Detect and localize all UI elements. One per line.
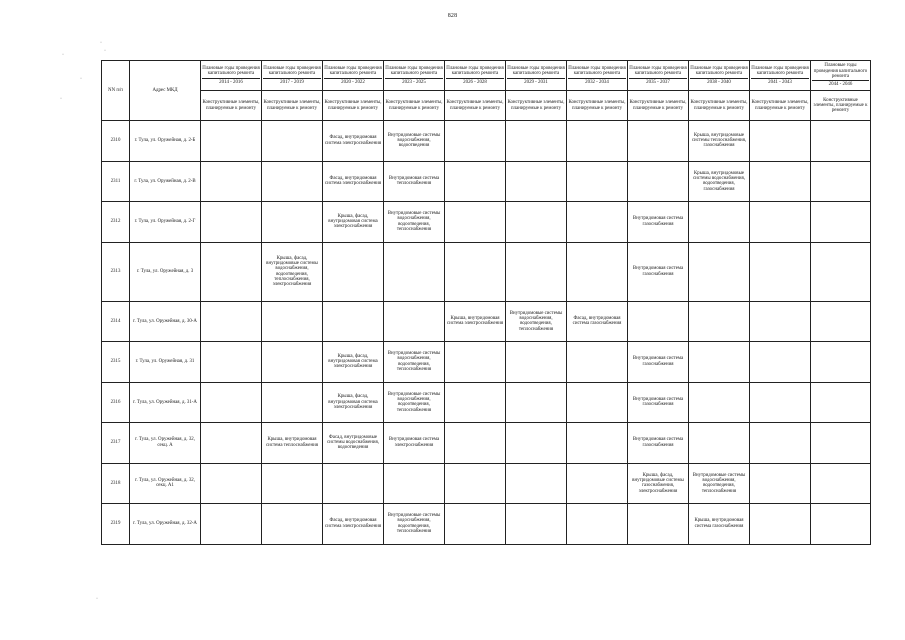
row-number: 2311 bbox=[102, 161, 130, 202]
repair-cell bbox=[445, 463, 506, 504]
period-header-5 bbox=[445, 61, 506, 91]
scan-speck: · bbox=[60, 96, 62, 102]
row-address: г. Тула, ул. Оружейная, д. 2-В bbox=[130, 161, 201, 202]
repair-cell bbox=[506, 242, 567, 301]
planned-years-label: Плановые годы проведения капитального ремонта bbox=[629, 66, 687, 77]
row-number: 2316 bbox=[102, 382, 130, 423]
period-range: 2017 - 2019 bbox=[263, 78, 321, 85]
period-header-3 bbox=[323, 61, 384, 91]
repair-cell: Фасад, внутридомовая система газоснабжения bbox=[567, 301, 628, 342]
elements-header-10: Конструктивные элементы, планируемые к ремонту bbox=[750, 91, 811, 121]
repair-cell: Внутридомовые системы водоснабжения, водоотведения, теплоснабжения bbox=[384, 504, 445, 545]
repair-cell: Крыша, внутридомовые системы водоснабжения, водоотведения, газоснабжения bbox=[689, 161, 750, 202]
repair-cell bbox=[567, 423, 628, 464]
repair-cell bbox=[811, 463, 871, 504]
planned-years-label: Плановые годы проведения капитального ремонта bbox=[324, 66, 382, 77]
period-range: 2044 - 2046 bbox=[812, 80, 869, 87]
repair-cell bbox=[384, 242, 445, 301]
repair-cell bbox=[262, 463, 323, 504]
col-num-header: NN п/п bbox=[102, 61, 130, 121]
planned-years-label: Плановые годы проведения капитального ремонта bbox=[690, 66, 748, 77]
repair-cell bbox=[811, 121, 871, 162]
row-number: 2312 bbox=[102, 202, 130, 243]
repair-cell bbox=[689, 202, 750, 243]
repair-cell bbox=[384, 301, 445, 342]
repair-cell bbox=[201, 202, 262, 243]
planned-years-label: Плановые годы проведения капитального ремонта bbox=[446, 66, 504, 77]
repair-cell bbox=[750, 382, 811, 423]
repair-cell bbox=[506, 504, 567, 545]
repair-cell bbox=[567, 463, 628, 504]
repair-cell: Внутридомовые системы водоснабжения, водоотведения, теплоснабжения bbox=[506, 301, 567, 342]
repair-cell: Внутридомовая система газоснабжения bbox=[628, 242, 689, 301]
planned-years-label: Плановые годы проведения капитального ремонта bbox=[568, 66, 626, 77]
repair-cell bbox=[262, 202, 323, 243]
planned-years-label: Плановые годы проведения капитального ремонта bbox=[813, 63, 868, 79]
scan-speck: · bbox=[100, 40, 102, 46]
repair-cell bbox=[811, 423, 871, 464]
repair-cell bbox=[201, 463, 262, 504]
period-range: 2023 - 2025 bbox=[385, 78, 443, 85]
repair-cell bbox=[689, 301, 750, 342]
repair-cell bbox=[750, 202, 811, 243]
table-row bbox=[102, 504, 871, 545]
period-range: 2020 - 2022 bbox=[324, 78, 382, 85]
repair-cell bbox=[506, 342, 567, 383]
period-range: 2032 - 2034 bbox=[568, 78, 626, 85]
repair-cell bbox=[384, 463, 445, 504]
repair-cell bbox=[811, 242, 871, 301]
repair-cell bbox=[811, 342, 871, 383]
repair-cell bbox=[323, 301, 384, 342]
repair-cell bbox=[201, 161, 262, 202]
repair-cell: Фасад, внутридомовые системы водоснабжения, водоотведения bbox=[323, 423, 384, 464]
period-header-8 bbox=[628, 61, 689, 91]
table-row bbox=[102, 301, 871, 342]
planned-years-label: Плановые годы проведения капитального ремонта bbox=[385, 66, 443, 77]
period-header-7 bbox=[567, 61, 628, 91]
scan-speck: · bbox=[62, 52, 64, 58]
repair-cell bbox=[506, 382, 567, 423]
repair-cell bbox=[201, 504, 262, 545]
row-number: 2314 bbox=[102, 301, 130, 342]
repair-cell bbox=[750, 504, 811, 545]
repair-cell bbox=[506, 161, 567, 202]
elements-header-7: Конструктивные элементы, планируемые к ремонту bbox=[567, 91, 628, 121]
repair-cell: Крыша, фасад, внутридомовая система электроснабжения bbox=[323, 382, 384, 423]
row-number: 2317 bbox=[102, 423, 130, 464]
repair-cell bbox=[445, 161, 506, 202]
repair-cell: Крыша, фасад, внутридомовая система электроснабжения bbox=[323, 202, 384, 243]
period-header-2 bbox=[262, 61, 323, 91]
repair-cell bbox=[689, 382, 750, 423]
repair-cell bbox=[750, 301, 811, 342]
repair-cell bbox=[811, 504, 871, 545]
period-header-9 bbox=[689, 61, 750, 91]
repair-cell bbox=[811, 202, 871, 243]
table-row bbox=[102, 463, 871, 504]
repair-cell bbox=[201, 121, 262, 162]
repair-cell: Фасад, внутридомовая система электроснабжения bbox=[323, 121, 384, 162]
repair-cell: Внутридомовая система электроснабжения bbox=[384, 423, 445, 464]
repair-cell bbox=[811, 382, 871, 423]
repair-cell bbox=[750, 342, 811, 383]
elements-header-2: Конструктивные элементы, планируемые к ремонту bbox=[262, 91, 323, 121]
repair-cell: Внутридомовые системы водоснабжения, водоотведения bbox=[384, 121, 445, 162]
row-address: г. Тула, ул. Оружейная, д. 30-А bbox=[130, 301, 201, 342]
row-number: 2310 bbox=[102, 121, 130, 162]
repair-cell bbox=[567, 202, 628, 243]
repair-cell: Внутридомовая система газоснабжения bbox=[628, 423, 689, 464]
repair-cell: Крыша, фасад, внутридомовые системы водоснабжения, водоотведения, теплоснабжения, электроснабжения bbox=[262, 242, 323, 301]
repair-cell bbox=[445, 504, 506, 545]
repair-cell bbox=[323, 463, 384, 504]
repair-cell bbox=[445, 121, 506, 162]
repair-cell bbox=[323, 242, 384, 301]
table-row bbox=[102, 242, 871, 301]
period-range: 2029 - 2031 bbox=[507, 78, 565, 85]
repair-cell bbox=[445, 202, 506, 243]
repair-cell bbox=[567, 504, 628, 545]
repair-cell bbox=[201, 301, 262, 342]
repair-cell: Внутридомовые системы водоснабжения, водоотведения, теплоснабжения bbox=[384, 202, 445, 243]
repair-cell bbox=[750, 121, 811, 162]
row-number: 2313 bbox=[102, 242, 130, 301]
period-range: 2014 - 2016 bbox=[202, 78, 260, 85]
repair-cell bbox=[262, 504, 323, 545]
repair-cell bbox=[506, 423, 567, 464]
row-address: г. Тула, ул. Оружейная, д. 2-Г bbox=[130, 202, 201, 243]
repair-cell bbox=[567, 342, 628, 383]
row-address: г. Тула, ул. Оружейная, д. 2-Б bbox=[130, 121, 201, 162]
repair-cell bbox=[445, 382, 506, 423]
repair-cell bbox=[445, 242, 506, 301]
table-row bbox=[102, 161, 871, 202]
period-header-4 bbox=[384, 61, 445, 91]
repair-cell bbox=[506, 202, 567, 243]
repair-cell: Внутридомовая система газоснабжения bbox=[628, 202, 689, 243]
row-number: 2315 bbox=[102, 342, 130, 383]
repair-cell bbox=[262, 161, 323, 202]
period-header-10 bbox=[750, 61, 811, 91]
planned-years-label: Плановые годы проведения капитального ремонта bbox=[202, 66, 260, 77]
repair-cell: Крыша, внутридомовая система теплоснабжения bbox=[262, 423, 323, 464]
repair-cell: Фасад, внутридомовая система электроснабжения bbox=[323, 504, 384, 545]
period-range: 2026 - 2028 bbox=[446, 78, 504, 85]
repair-cell bbox=[445, 423, 506, 464]
repair-cell bbox=[201, 242, 262, 301]
period-header-6 bbox=[506, 61, 567, 91]
repair-cell bbox=[750, 161, 811, 202]
planned-years-label: Плановые годы проведения капитального ремонта bbox=[751, 66, 809, 77]
repair-cell: Внутридомовая система газоснабжения bbox=[628, 382, 689, 423]
period-header-11 bbox=[811, 61, 871, 91]
repair-cell bbox=[628, 301, 689, 342]
repair-cell bbox=[689, 242, 750, 301]
repair-cell bbox=[567, 121, 628, 162]
repair-cell: Внутридомовая система теплоснабжения bbox=[384, 161, 445, 202]
scan-speck: · bbox=[96, 596, 98, 602]
repair-cell: Внутридомовые системы водоснабжения, водоотведения, теплоснабжения bbox=[689, 463, 750, 504]
planned-years-label: Плановые годы проведения капитального ремонта bbox=[507, 66, 565, 77]
repair-cell: Крыша, фасад, внутридомовая система электроснабжения bbox=[323, 342, 384, 383]
repair-cell bbox=[628, 121, 689, 162]
repair-cell bbox=[811, 301, 871, 342]
page-number: 828 bbox=[447, 13, 458, 19]
row-address: г. Тула, ул. Оружейная, д. 31-А bbox=[130, 382, 201, 423]
period-range: 2041 - 2043 bbox=[751, 78, 809, 85]
row-number: 2318 bbox=[102, 463, 130, 504]
repair-cell: Крыша, внутридомовые системы теплоснабжения, газоснабжения bbox=[689, 121, 750, 162]
repair-cell: Крыша, внутридомовая система газоснабжения bbox=[689, 504, 750, 545]
planned-years-label: Плановые годы проведения капитального ремонта bbox=[263, 66, 321, 77]
repair-cell bbox=[689, 423, 750, 464]
repair-cell bbox=[628, 504, 689, 545]
row-address: г. Тула, ул. Оружейная, д. 32, секц. А1 bbox=[130, 463, 201, 504]
elements-header-1: Конструктивные элементы, планируемые к ремонту bbox=[201, 91, 262, 121]
repair-cell bbox=[262, 382, 323, 423]
repair-cell: Крыша, фасад, внутридомовые системы газоснабжения, электроснабжения bbox=[628, 463, 689, 504]
row-address: г. Тула, ул. Оружейная, д. 3 bbox=[130, 242, 201, 301]
repair-cell bbox=[201, 423, 262, 464]
repair-cell: Внутридомовые системы водоснабжения, водоотведения, теплоснабжения bbox=[384, 342, 445, 383]
row-address: г. Тула, ул. Оружейная, д. 32-А bbox=[130, 504, 201, 545]
repair-cell bbox=[445, 342, 506, 383]
repair-cell bbox=[262, 342, 323, 383]
repair-cell bbox=[750, 423, 811, 464]
repair-cell bbox=[567, 382, 628, 423]
repair-cell bbox=[262, 121, 323, 162]
repair-cell bbox=[567, 161, 628, 202]
repair-cell bbox=[628, 161, 689, 202]
repair-cell bbox=[506, 463, 567, 504]
repair-cell bbox=[506, 121, 567, 162]
repair-cell: Внутридомовая система газоснабжения bbox=[628, 342, 689, 383]
table-row bbox=[102, 202, 871, 243]
repair-cell: Крыша, внутридомовая система электроснабжения bbox=[445, 301, 506, 342]
repair-cell: Фасад, внутридомовая система электроснабжения bbox=[323, 161, 384, 202]
table-row bbox=[102, 423, 871, 464]
period-header-1 bbox=[201, 61, 262, 91]
table-row bbox=[102, 382, 871, 423]
table-row bbox=[102, 121, 871, 162]
repair-cell bbox=[262, 301, 323, 342]
period-range: 2035 - 2037 bbox=[629, 78, 687, 85]
repair-cell bbox=[567, 242, 628, 301]
elements-header-11: Конструктивные элементы, планируемые к ремонту bbox=[811, 91, 871, 121]
period-range: 2038 - 2040 bbox=[690, 78, 748, 85]
repair-cell bbox=[750, 463, 811, 504]
row-address: г. Тула, ул. Оружейная, д. 31 bbox=[130, 342, 201, 383]
col-addr-header: Адрес МКД bbox=[130, 61, 201, 121]
repair-cell bbox=[201, 342, 262, 383]
repair-cell bbox=[811, 161, 871, 202]
capital-repair-table bbox=[101, 60, 871, 545]
elements-header-9: Конструктивные элементы, планируемые к ремонту bbox=[689, 91, 750, 121]
elements-header-6: Конструктивные элементы, планируемые к ремонту bbox=[506, 91, 567, 121]
repair-cell bbox=[201, 382, 262, 423]
scan-speck: · bbox=[80, 76, 82, 82]
repair-cell: Внутридомовые системы водоснабжения, водоотведения, теплоснабжения bbox=[384, 382, 445, 423]
scan-speck: · bbox=[104, 48, 106, 54]
repair-cell bbox=[750, 242, 811, 301]
elements-header-3: Конструктивные элементы, планируемые к ремонту bbox=[323, 91, 384, 121]
table-row bbox=[102, 342, 871, 383]
row-address: г. Тула, ул. Оружейная, д. 32, секц. А bbox=[130, 423, 201, 464]
row-number: 2319 bbox=[102, 504, 130, 545]
repair-cell bbox=[689, 342, 750, 383]
elements-header-4: Конструктивные элементы, планируемые к ремонту bbox=[384, 91, 445, 121]
elements-header-5: Конструктивные элементы, планируемые к ремонту bbox=[445, 91, 506, 121]
elements-header-8: Конструктивные элементы, планируемые к ремонту bbox=[628, 91, 689, 121]
